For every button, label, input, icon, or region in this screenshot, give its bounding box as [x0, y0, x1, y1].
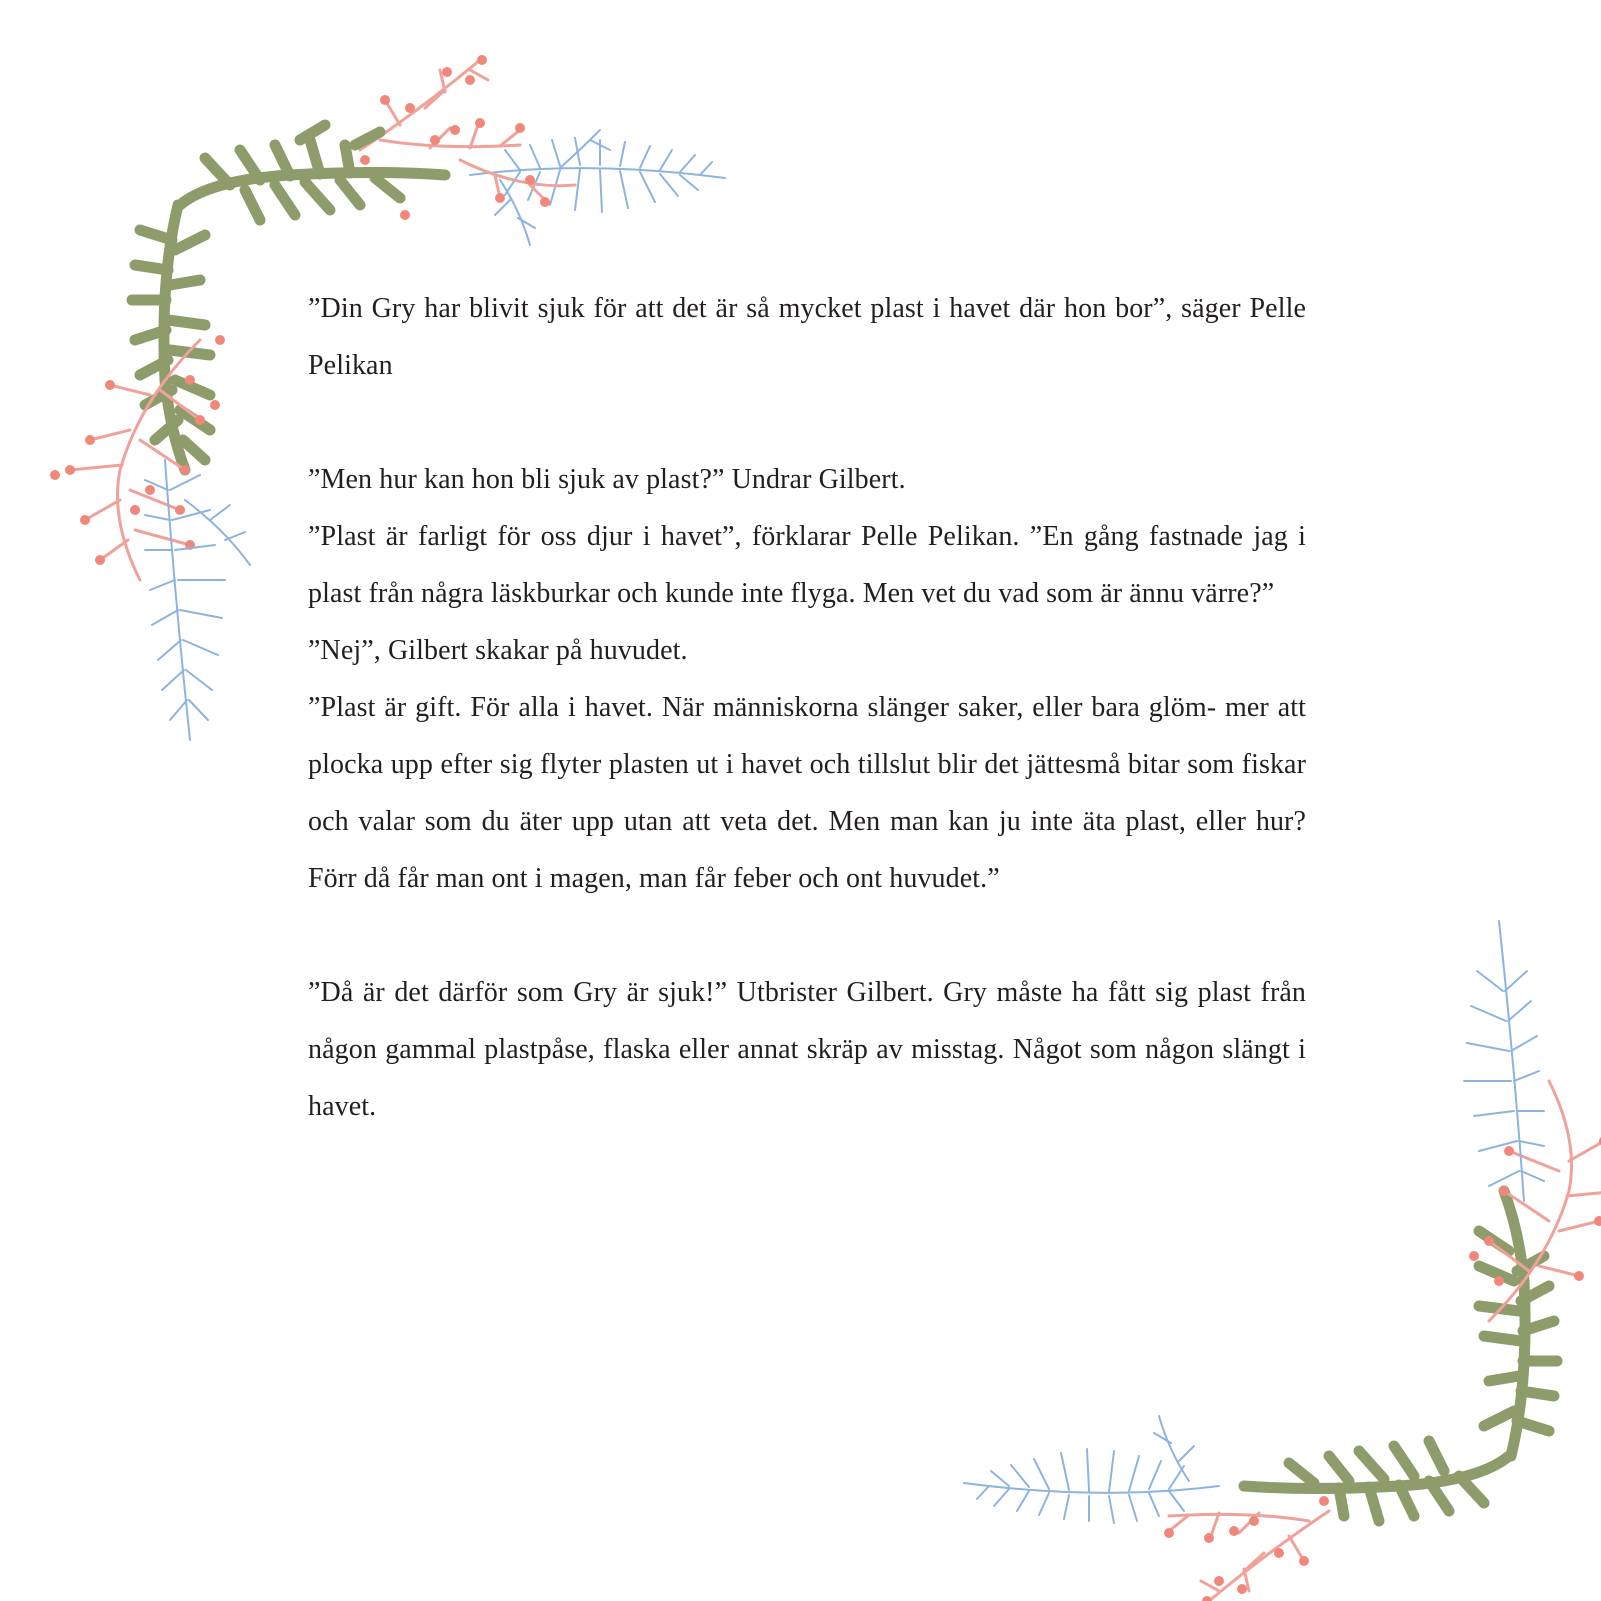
- story-text: [308, 280, 1306, 1135]
- paragraph-4: ”Nej”, Gilbert skakar på huvudet.: [308, 635, 688, 666]
- paragraph-1: ”Din Gry har blivit sjuk för att det är så mycket plast i havet där hon bor”, säger Pelle Pelikan: [308, 293, 1306, 381]
- paragraph-5: ”Plast är gift. För alla i havet. När människorna slänger saker, eller bara glöm- mer att plocka upp efter sig flyter plasten ut i havet och tillslut blir det jättesmå bitar som fiskar och valar som du äter upp utan att veta det. Men man kan ju inte äta plast, eller hur? Förr då får man ont i magen, man får feber och ont huvudet.”: [308, 692, 1306, 894]
- paragraph-2: ”Men hur kan hon bli sjuk av plast?” Undrar Gilbert.: [308, 464, 906, 495]
- paragraph-6: ”Då är det därför som Gry är sjuk!” Utbrister Gilbert. Gry måste ha fått sig plast från någon gammal plastpåse, flaska eller annat skräp av misstag. Något som någon slängt i havet.: [308, 977, 1306, 1122]
- paragraph-3: ”Plast är farligt för oss djur i havet”, förklarar Pelle Pelikan. ”En gång fastnade jag i plast från några läskburkar och kunde inte flyga. Men vet du vad som är ännu värre?”: [308, 521, 1306, 609]
